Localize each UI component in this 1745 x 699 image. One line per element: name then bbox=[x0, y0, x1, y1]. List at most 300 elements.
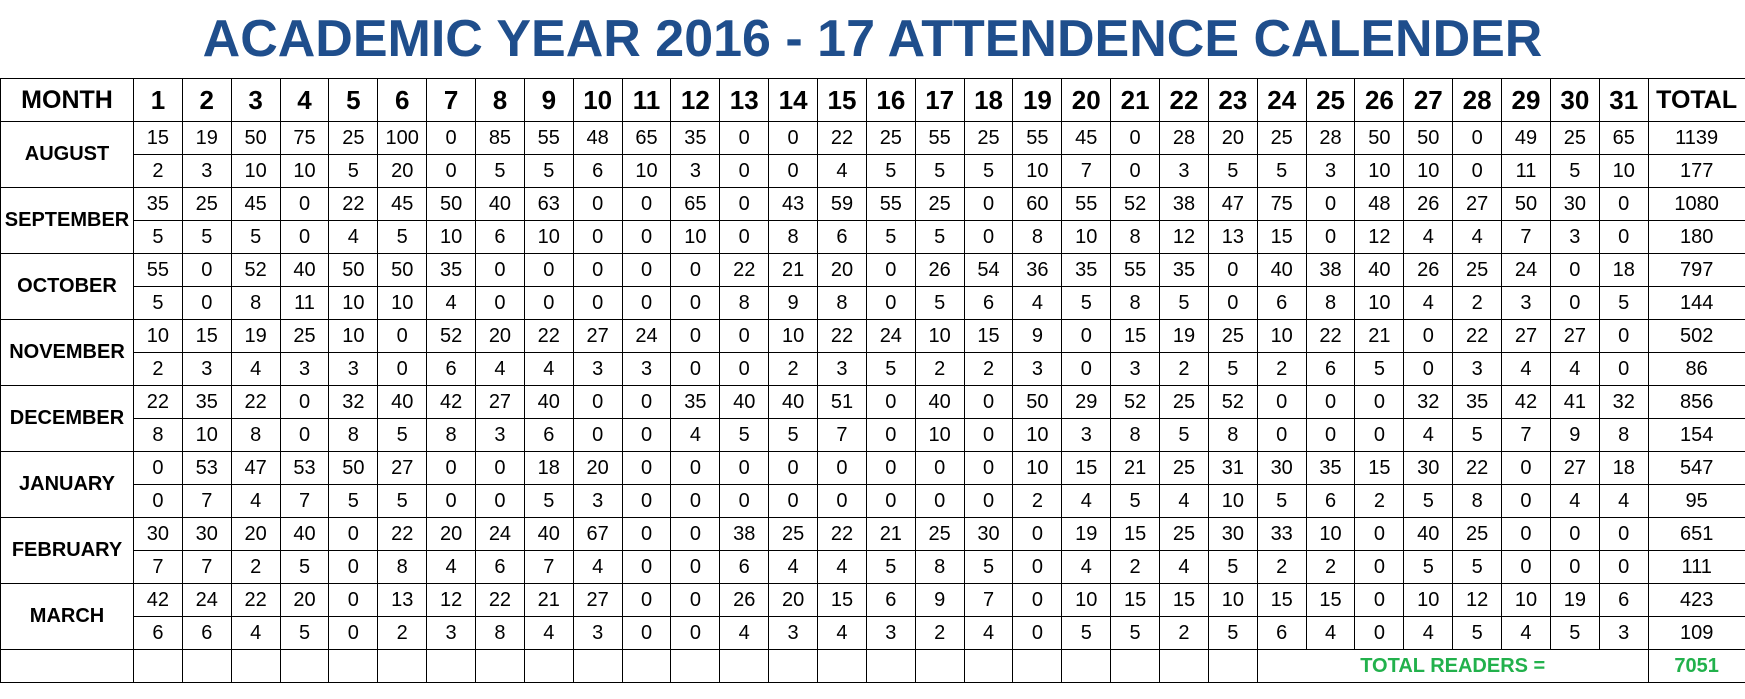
day-cell: 22 bbox=[231, 386, 280, 419]
day-cell: 0 bbox=[1599, 221, 1648, 254]
day-cell: 4 bbox=[964, 617, 1013, 650]
day-cell: 52 bbox=[1208, 386, 1257, 419]
day-cell: 5 bbox=[182, 221, 231, 254]
day-cell: 0 bbox=[622, 584, 671, 617]
day-cell: 2 bbox=[134, 155, 183, 188]
blank-cell bbox=[329, 650, 378, 683]
day-cell: 10 bbox=[1013, 419, 1062, 452]
day-cell: 22 bbox=[231, 584, 280, 617]
row-total: 86 bbox=[1648, 353, 1745, 386]
day-cell: 10 bbox=[1013, 155, 1062, 188]
day-cell: 42 bbox=[427, 386, 476, 419]
day-cell: 10 bbox=[1208, 584, 1257, 617]
day-cell: 8 bbox=[329, 419, 378, 452]
day-cell: 32 bbox=[1599, 386, 1648, 419]
table-row bbox=[1, 617, 1745, 650]
month-name: OCTOBER bbox=[1, 254, 134, 320]
blank-cell bbox=[476, 650, 525, 683]
table-row bbox=[1, 419, 1745, 452]
day-cell: 6 bbox=[182, 617, 231, 650]
day-cell: 3 bbox=[573, 485, 622, 518]
day-cell: 4 bbox=[231, 485, 280, 518]
day-cell: 25 bbox=[1208, 320, 1257, 353]
day-cell: 6 bbox=[476, 551, 525, 584]
blank-cell bbox=[671, 650, 720, 683]
day-header: 17 bbox=[915, 79, 964, 122]
day-cell: 65 bbox=[1599, 122, 1648, 155]
day-cell: 0 bbox=[1502, 551, 1551, 584]
day-cell: 5 bbox=[1208, 155, 1257, 188]
day-cell: 5 bbox=[1062, 287, 1111, 320]
month-name: JANUARY bbox=[1, 452, 134, 518]
day-cell: 30 bbox=[964, 518, 1013, 551]
day-cell: 21 bbox=[866, 518, 915, 551]
day-cell: 4 bbox=[1502, 353, 1551, 386]
day-cell: 25 bbox=[1160, 452, 1209, 485]
day-cell: 0 bbox=[524, 287, 573, 320]
day-cell: 4 bbox=[769, 551, 818, 584]
day-cell: 30 bbox=[134, 518, 183, 551]
day-cell: 0 bbox=[1502, 485, 1551, 518]
day-cell: 3 bbox=[476, 419, 525, 452]
day-cell: 4 bbox=[427, 287, 476, 320]
day-cell: 5 bbox=[1550, 617, 1599, 650]
blank-cell bbox=[720, 650, 769, 683]
blank-cell bbox=[915, 650, 964, 683]
day-cell: 8 bbox=[427, 419, 476, 452]
day-cell: 7 bbox=[182, 485, 231, 518]
day-cell: 22 bbox=[524, 320, 573, 353]
day-cell: 4 bbox=[1599, 485, 1648, 518]
row-total: 797 bbox=[1648, 254, 1745, 287]
day-header: 7 bbox=[427, 79, 476, 122]
day-cell: 42 bbox=[1502, 386, 1551, 419]
day-cell: 20 bbox=[280, 584, 329, 617]
day-cell: 9 bbox=[1013, 320, 1062, 353]
day-cell: 3 bbox=[622, 353, 671, 386]
day-cell: 0 bbox=[1599, 353, 1648, 386]
day-cell: 38 bbox=[1306, 254, 1355, 287]
day-cell: 3 bbox=[1453, 353, 1502, 386]
total-readers-label: TOTAL READERS = bbox=[1257, 650, 1648, 683]
day-cell: 0 bbox=[1208, 287, 1257, 320]
day-cell: 13 bbox=[378, 584, 427, 617]
blank-cell bbox=[866, 650, 915, 683]
blank-cell bbox=[1208, 650, 1257, 683]
day-cell: 8 bbox=[720, 287, 769, 320]
day-cell: 51 bbox=[818, 386, 867, 419]
day-cell: 55 bbox=[915, 122, 964, 155]
day-cell: 15 bbox=[818, 584, 867, 617]
day-cell: 8 bbox=[818, 287, 867, 320]
day-cell: 0 bbox=[1404, 320, 1453, 353]
day-cell: 0 bbox=[964, 452, 1013, 485]
day-cell: 0 bbox=[280, 188, 329, 221]
day-cell: 10 bbox=[1502, 584, 1551, 617]
day-cell: 21 bbox=[769, 254, 818, 287]
row-total: 502 bbox=[1648, 320, 1745, 353]
day-cell: 2 bbox=[769, 353, 818, 386]
day-cell: 6 bbox=[427, 353, 476, 386]
day-cell: 42 bbox=[134, 584, 183, 617]
day-cell: 11 bbox=[1502, 155, 1551, 188]
day-cell: 2 bbox=[1160, 617, 1209, 650]
day-cell: 3 bbox=[182, 353, 231, 386]
day-cell: 4 bbox=[720, 617, 769, 650]
day-cell: 18 bbox=[1599, 254, 1648, 287]
day-cell: 4 bbox=[1404, 419, 1453, 452]
day-cell: 0 bbox=[720, 188, 769, 221]
day-cell: 40 bbox=[524, 518, 573, 551]
blank-cell bbox=[1111, 650, 1160, 683]
day-cell: 0 bbox=[622, 254, 671, 287]
day-cell: 55 bbox=[1062, 188, 1111, 221]
day-cell: 26 bbox=[1404, 188, 1453, 221]
day-cell: 22 bbox=[378, 518, 427, 551]
day-cell: 5 bbox=[1111, 617, 1160, 650]
day-cell: 3 bbox=[1502, 287, 1551, 320]
day-cell: 0 bbox=[1355, 518, 1404, 551]
day-cell: 15 bbox=[1062, 452, 1111, 485]
row-total: 547 bbox=[1648, 452, 1745, 485]
day-cell: 9 bbox=[915, 584, 964, 617]
day-cell: 10 bbox=[1208, 485, 1257, 518]
day-cell: 5 bbox=[720, 419, 769, 452]
blank-cell bbox=[573, 650, 622, 683]
day-cell: 8 bbox=[915, 551, 964, 584]
day-header: 20 bbox=[1062, 79, 1111, 122]
day-cell: 27 bbox=[1453, 188, 1502, 221]
day-cell: 47 bbox=[231, 452, 280, 485]
day-cell: 27 bbox=[573, 320, 622, 353]
day-cell: 7 bbox=[182, 551, 231, 584]
day-cell: 2 bbox=[231, 551, 280, 584]
day-cell: 9 bbox=[769, 287, 818, 320]
day-cell: 40 bbox=[915, 386, 964, 419]
day-cell: 3 bbox=[1160, 155, 1209, 188]
blank-cell bbox=[964, 650, 1013, 683]
day-cell: 6 bbox=[476, 221, 525, 254]
day-cell: 28 bbox=[1160, 122, 1209, 155]
day-cell: 0 bbox=[427, 122, 476, 155]
day-cell: 3 bbox=[671, 155, 720, 188]
day-cell: 100 bbox=[378, 122, 427, 155]
day-cell: 40 bbox=[280, 254, 329, 287]
day-header: 16 bbox=[866, 79, 915, 122]
day-header: 3 bbox=[231, 79, 280, 122]
day-cell: 19 bbox=[231, 320, 280, 353]
day-header: 1 bbox=[134, 79, 183, 122]
blank-cell bbox=[818, 650, 867, 683]
day-cell: 4 bbox=[818, 617, 867, 650]
day-cell: 15 bbox=[134, 122, 183, 155]
day-cell: 7 bbox=[818, 419, 867, 452]
day-cell: 22 bbox=[818, 320, 867, 353]
day-header: 6 bbox=[378, 79, 427, 122]
day-cell: 4 bbox=[1306, 617, 1355, 650]
day-cell: 25 bbox=[329, 122, 378, 155]
day-cell: 22 bbox=[1453, 452, 1502, 485]
day-cell: 4 bbox=[1062, 485, 1111, 518]
day-cell: 0 bbox=[671, 287, 720, 320]
day-cell: 38 bbox=[1160, 188, 1209, 221]
day-cell: 4 bbox=[1550, 353, 1599, 386]
day-header: 18 bbox=[964, 79, 1013, 122]
day-cell: 8 bbox=[769, 221, 818, 254]
day-cell: 0 bbox=[769, 155, 818, 188]
day-cell: 0 bbox=[182, 254, 231, 287]
day-cell: 0 bbox=[329, 617, 378, 650]
day-cell: 12 bbox=[1160, 221, 1209, 254]
day-cell: 7 bbox=[1502, 221, 1551, 254]
day-cell: 0 bbox=[1355, 386, 1404, 419]
day-cell: 10 bbox=[134, 320, 183, 353]
table-row bbox=[1, 551, 1745, 584]
day-cell: 3 bbox=[1013, 353, 1062, 386]
month-name: AUGUST bbox=[1, 122, 134, 188]
day-cell: 5 bbox=[915, 155, 964, 188]
day-cell: 10 bbox=[182, 419, 231, 452]
table-row bbox=[1, 221, 1745, 254]
day-cell: 6 bbox=[134, 617, 183, 650]
day-cell: 0 bbox=[1257, 386, 1306, 419]
day-cell: 0 bbox=[329, 518, 378, 551]
day-cell: 0 bbox=[378, 320, 427, 353]
day-cell: 50 bbox=[329, 452, 378, 485]
day-cell: 25 bbox=[866, 122, 915, 155]
day-cell: 49 bbox=[1502, 122, 1551, 155]
day-cell: 7 bbox=[1502, 419, 1551, 452]
day-cell: 2 bbox=[964, 353, 1013, 386]
day-cell: 15 bbox=[1355, 452, 1404, 485]
table-row bbox=[1, 353, 1745, 386]
day-cell: 3 bbox=[769, 617, 818, 650]
day-cell: 4 bbox=[329, 221, 378, 254]
day-header: 15 bbox=[818, 79, 867, 122]
day-cell: 24 bbox=[622, 320, 671, 353]
day-cell: 0 bbox=[573, 221, 622, 254]
day-cell: 60 bbox=[1013, 188, 1062, 221]
day-cell: 47 bbox=[1208, 188, 1257, 221]
day-cell: 29 bbox=[1062, 386, 1111, 419]
day-cell: 6 bbox=[818, 221, 867, 254]
day-cell: 0 bbox=[573, 419, 622, 452]
day-header: 31 bbox=[1599, 79, 1648, 122]
blank-cell bbox=[524, 650, 573, 683]
day-cell: 55 bbox=[866, 188, 915, 221]
table-row bbox=[1, 584, 1745, 617]
day-cell: 0 bbox=[1306, 221, 1355, 254]
day-cell: 0 bbox=[866, 485, 915, 518]
day-cell: 0 bbox=[476, 287, 525, 320]
day-cell: 0 bbox=[671, 518, 720, 551]
day-cell: 2 bbox=[134, 353, 183, 386]
day-cell: 4 bbox=[231, 617, 280, 650]
day-cell: 2 bbox=[915, 617, 964, 650]
day-cell: 10 bbox=[915, 320, 964, 353]
day-cell: 8 bbox=[1306, 287, 1355, 320]
day-cell: 5 bbox=[915, 221, 964, 254]
day-header: 8 bbox=[476, 79, 525, 122]
day-cell: 75 bbox=[280, 122, 329, 155]
day-cell: 31 bbox=[1208, 452, 1257, 485]
day-cell: 0 bbox=[1502, 518, 1551, 551]
day-header: 10 bbox=[573, 79, 622, 122]
day-cell: 0 bbox=[1550, 518, 1599, 551]
day-cell: 8 bbox=[1111, 419, 1160, 452]
day-cell: 0 bbox=[1111, 155, 1160, 188]
month-name: FEBRUARY bbox=[1, 518, 134, 584]
day-cell: 5 bbox=[134, 287, 183, 320]
day-cell: 15 bbox=[182, 320, 231, 353]
day-cell: 0 bbox=[818, 485, 867, 518]
day-cell: 15 bbox=[1111, 320, 1160, 353]
day-cell: 0 bbox=[1257, 419, 1306, 452]
table-row bbox=[1, 287, 1745, 320]
day-cell: 5 bbox=[1062, 617, 1111, 650]
day-cell: 0 bbox=[622, 452, 671, 485]
day-cell: 0 bbox=[720, 353, 769, 386]
day-cell: 10 bbox=[1404, 155, 1453, 188]
day-header: 23 bbox=[1208, 79, 1257, 122]
table-row bbox=[1, 155, 1745, 188]
row-total: 95 bbox=[1648, 485, 1745, 518]
day-cell: 6 bbox=[720, 551, 769, 584]
day-cell: 3 bbox=[573, 353, 622, 386]
day-header: 19 bbox=[1013, 79, 1062, 122]
day-cell: 65 bbox=[622, 122, 671, 155]
day-cell: 20 bbox=[427, 518, 476, 551]
header-row bbox=[1, 79, 1745, 122]
day-cell: 20 bbox=[1208, 122, 1257, 155]
day-cell: 20 bbox=[476, 320, 525, 353]
day-cell: 5 bbox=[329, 485, 378, 518]
row-total: 109 bbox=[1648, 617, 1745, 650]
day-cell: 5 bbox=[378, 419, 427, 452]
month-name: NOVEMBER bbox=[1, 320, 134, 386]
day-cell: 5 bbox=[1550, 155, 1599, 188]
day-cell: 30 bbox=[1550, 188, 1599, 221]
day-cell: 36 bbox=[1013, 254, 1062, 287]
day-cell: 0 bbox=[1599, 188, 1648, 221]
day-cell: 0 bbox=[964, 188, 1013, 221]
day-cell: 45 bbox=[231, 188, 280, 221]
day-cell: 0 bbox=[1599, 320, 1648, 353]
day-cell: 8 bbox=[378, 551, 427, 584]
day-cell: 5 bbox=[1160, 287, 1209, 320]
row-total: 180 bbox=[1648, 221, 1745, 254]
day-cell: 0 bbox=[1013, 617, 1062, 650]
row-total: 651 bbox=[1648, 518, 1745, 551]
month-name: SEPTEMBER bbox=[1, 188, 134, 254]
day-cell: 35 bbox=[671, 122, 720, 155]
day-cell: 0 bbox=[134, 485, 183, 518]
row-total: 1080 bbox=[1648, 188, 1745, 221]
page-title: ACADEMIC YEAR 2016 - 17 ATTENDENCE CALENDER bbox=[202, 10, 1543, 68]
day-cell: 10 bbox=[1062, 221, 1111, 254]
day-cell: 4 bbox=[573, 551, 622, 584]
day-header: 30 bbox=[1550, 79, 1599, 122]
day-cell: 7 bbox=[134, 551, 183, 584]
day-cell: 22 bbox=[1306, 320, 1355, 353]
blank-cell bbox=[1013, 650, 1062, 683]
day-cell: 50 bbox=[378, 254, 427, 287]
day-cell: 55 bbox=[1013, 122, 1062, 155]
day-cell: 0 bbox=[427, 452, 476, 485]
day-cell: 10 bbox=[1355, 155, 1404, 188]
day-cell: 75 bbox=[1257, 188, 1306, 221]
day-cell: 15 bbox=[1111, 584, 1160, 617]
day-cell: 5 bbox=[280, 617, 329, 650]
day-cell: 0 bbox=[622, 386, 671, 419]
day-cell: 43 bbox=[769, 188, 818, 221]
day-cell: 3 bbox=[1599, 617, 1648, 650]
day-cell: 3 bbox=[1550, 221, 1599, 254]
day-cell: 0 bbox=[329, 584, 378, 617]
day-cell: 0 bbox=[1550, 287, 1599, 320]
day-cell: 5 bbox=[280, 551, 329, 584]
day-cell: 40 bbox=[476, 188, 525, 221]
day-cell: 10 bbox=[329, 320, 378, 353]
total-readers-value: 7051 bbox=[1648, 650, 1745, 683]
day-cell: 6 bbox=[866, 584, 915, 617]
day-cell: 48 bbox=[1355, 188, 1404, 221]
day-cell: 4 bbox=[818, 551, 867, 584]
day-cell: 8 bbox=[231, 419, 280, 452]
day-cell: 53 bbox=[182, 452, 231, 485]
day-cell: 5 bbox=[378, 485, 427, 518]
day-cell: 15 bbox=[1111, 518, 1160, 551]
day-cell: 27 bbox=[1550, 320, 1599, 353]
day-header: 11 bbox=[622, 79, 671, 122]
day-header: 26 bbox=[1355, 79, 1404, 122]
day-cell: 33 bbox=[1257, 518, 1306, 551]
day-cell: 19 bbox=[182, 122, 231, 155]
day-cell: 25 bbox=[280, 320, 329, 353]
day-cell: 5 bbox=[524, 155, 573, 188]
table-row bbox=[1, 386, 1745, 419]
day-cell: 21 bbox=[1355, 320, 1404, 353]
day-cell: 10 bbox=[1013, 452, 1062, 485]
day-cell: 6 bbox=[573, 155, 622, 188]
day-cell: 10 bbox=[1062, 584, 1111, 617]
day-header: 4 bbox=[280, 79, 329, 122]
day-cell: 4 bbox=[231, 353, 280, 386]
day-cell: 0 bbox=[866, 254, 915, 287]
day-cell: 0 bbox=[622, 419, 671, 452]
day-header: 22 bbox=[1160, 79, 1209, 122]
day-cell: 15 bbox=[1306, 584, 1355, 617]
day-cell: 0 bbox=[964, 221, 1013, 254]
day-cell: 8 bbox=[1453, 485, 1502, 518]
day-cell: 22 bbox=[818, 518, 867, 551]
day-cell: 25 bbox=[1257, 122, 1306, 155]
day-cell: 52 bbox=[1111, 386, 1160, 419]
day-cell: 10 bbox=[1599, 155, 1648, 188]
day-cell: 5 bbox=[1111, 485, 1160, 518]
day-cell: 19 bbox=[1160, 320, 1209, 353]
day-cell: 5 bbox=[769, 419, 818, 452]
day-cell: 35 bbox=[182, 386, 231, 419]
day-cell: 0 bbox=[1062, 353, 1111, 386]
day-cell: 25 bbox=[964, 122, 1013, 155]
day-cell: 3 bbox=[573, 617, 622, 650]
day-cell: 24 bbox=[182, 584, 231, 617]
day-cell: 10 bbox=[671, 221, 720, 254]
day-cell: 67 bbox=[573, 518, 622, 551]
blank-cell bbox=[769, 650, 818, 683]
day-cell: 5 bbox=[1404, 485, 1453, 518]
